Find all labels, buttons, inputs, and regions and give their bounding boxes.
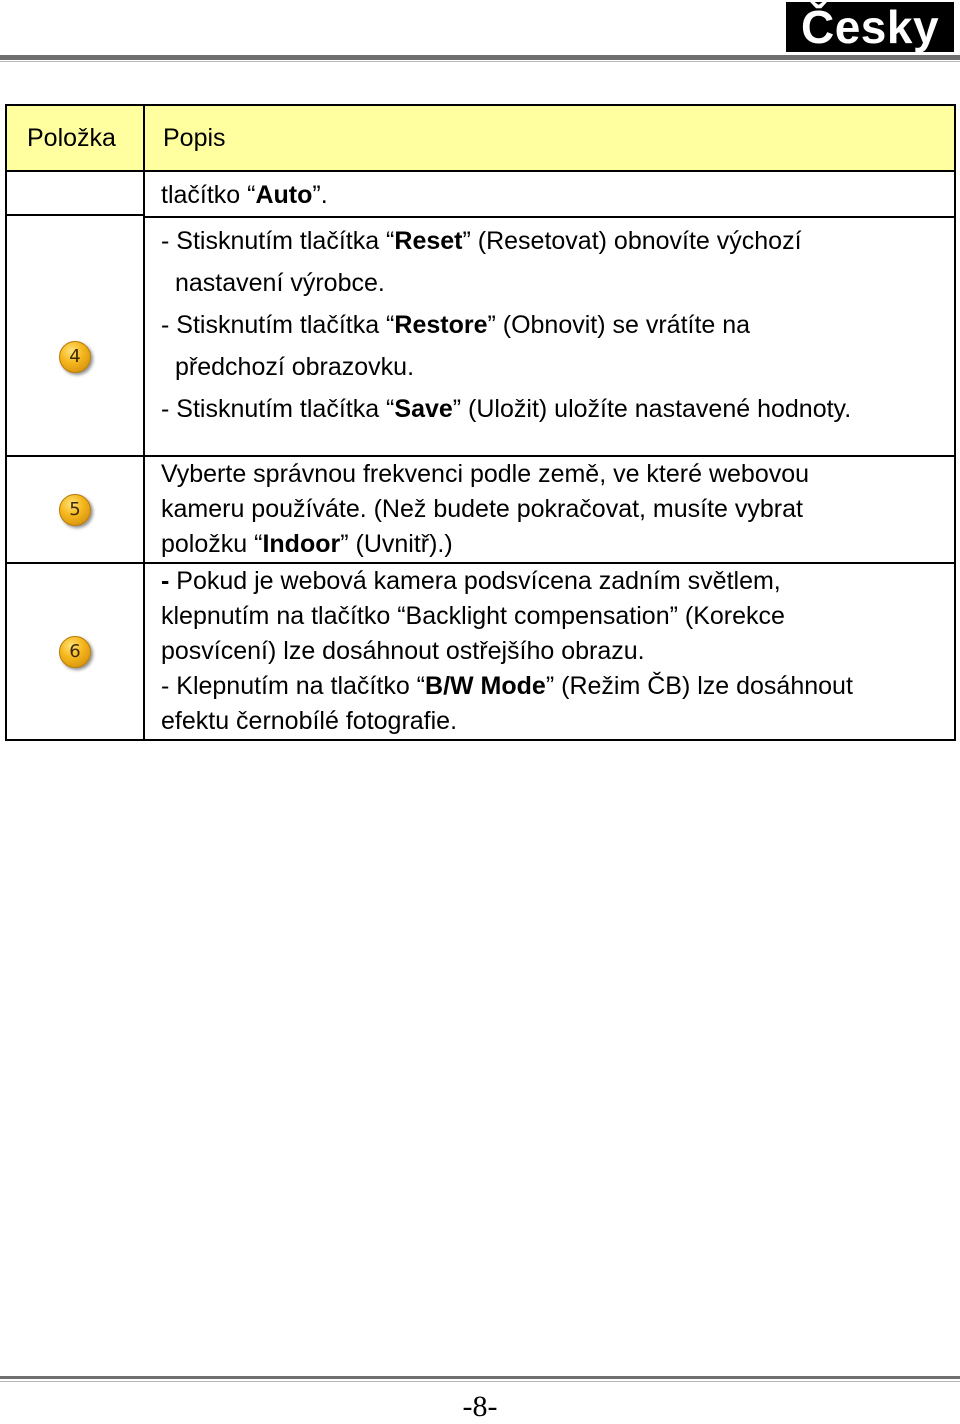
description-cell [144, 171, 955, 456]
table-row [6, 456, 955, 563]
footer-rule [0, 1376, 960, 1379]
item-cell [6, 563, 144, 740]
frequency-description-cont: kameru používáte. (Než budete pokračovat, musíte vybrat [161, 495, 803, 523]
description-cell [144, 456, 955, 563]
indoor-description: položku “Indoor” (Uvnitř).) [161, 530, 453, 558]
number-6-icon: 6 [59, 636, 91, 668]
item-cell [6, 171, 144, 456]
reset-description-cont: nastavení výrobce. [175, 269, 385, 297]
table-header-row [6, 105, 955, 171]
frequency-description: Vyberte správnou frekvenci podle země, ve které webovou [161, 460, 810, 488]
header-rule [0, 55, 960, 60]
backlight-description: - Pokud je webová kamera podsvícena zadním světlem, [161, 567, 781, 595]
cell-divider [7, 172, 143, 216]
description-table [5, 104, 956, 741]
table-row [6, 563, 955, 740]
backlight-description-cont: klepnutím na tlačítko “Backlight compensation” (Korekce [161, 602, 785, 630]
bw-mode-description: - Klepnutím na tlačítko “B/W Mode” (Režim ČB) lze dosáhnout [161, 672, 853, 700]
restore-description-cont: předchozí obrazovku. [175, 353, 415, 381]
table-row [6, 171, 955, 456]
restore-description: - Stisknutím tlačítka “Restore” (Obnovit) se vrátíte na [161, 311, 751, 339]
page-number: -8- [462, 1390, 498, 1423]
save-description: - Stisknutím tlačítka “Save” (Uložit) uložíte nastavené hodnoty. [161, 395, 852, 423]
reset-description: - Stisknutím tlačítka “Reset” (Resetovat) obnovíte výchozí [161, 227, 802, 255]
item-cell [6, 456, 144, 563]
header-rule-fine [0, 61, 960, 62]
column-header-description: Popis [144, 105, 955, 171]
continued-line: tlačítko “Auto”. [145, 174, 954, 218]
bw-mode-description-cont: efektu černobílé fotografie. [161, 707, 458, 735]
language-badge: Česky [786, 2, 954, 52]
footer-rule-fine [0, 1381, 960, 1382]
number-4-icon: 4 [59, 341, 91, 373]
description-cell [144, 563, 955, 740]
number-5-icon: 5 [59, 494, 91, 526]
column-header-item: Položka [6, 105, 144, 171]
backlight-description-end: posvícení) lze dosáhnout ostřejšího obrazu. [161, 637, 645, 665]
